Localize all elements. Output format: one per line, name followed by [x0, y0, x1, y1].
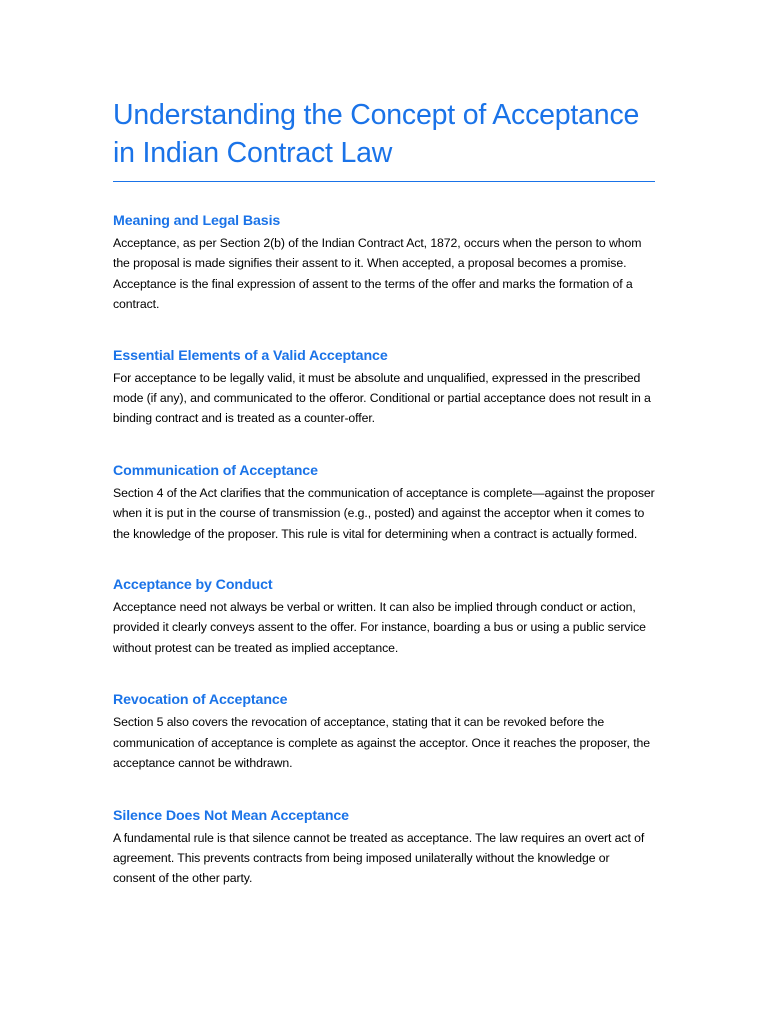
section-essential-elements — [113, 346, 655, 429]
section-silence-does-not-mean-acceptance — [113, 806, 655, 889]
section-acceptance-by-conduct — [113, 575, 655, 658]
section-heading: Meaning and Legal Basis — [113, 213, 281, 229]
section-heading: Communication of Acceptance — [113, 462, 318, 479]
document-page — [113, 96, 655, 889]
section-heading: Acceptance by Conduct — [113, 577, 273, 594]
section-heading: Revocation of Acceptance — [113, 692, 288, 709]
section-revocation-of-acceptance — [113, 690, 655, 773]
section-meaning-and-legal-basis — [113, 211, 655, 315]
section-body: Section 4 of the Act clarifies that the communication of acceptance is complete—against the proposer when it is put in the course of transmission (e.g., posted) and against the acceptor when it comes to the knowledge of the proposer. This rule is vital for determining when a contract is actually formed. — [113, 485, 655, 541]
section-body: Acceptance, as per Section 2(b) of the Indian Contract Act, 1872, occurs when the person to whom the proposal is made signifies their assent to it. When accepted, a proposal becomes a promise. Acceptance is the final expression of assent to the terms of the offer and marks the formation of a contract. — [113, 236, 642, 312]
section-body: A fundamental rule is that silence cannot be treated as acceptance. The law requires an overt act of agreement. This prevents contracts from being imposed unilaterally without the knowledge or consent of the other party. — [113, 830, 645, 886]
section-heading: Silence Does Not Mean Acceptance — [113, 807, 349, 824]
document-title: Understanding the Concept of Acceptance in Indian Contract Law — [113, 96, 655, 182]
section-heading: Essential Elements of a Valid Acceptance — [113, 347, 388, 364]
section-communication-of-acceptance — [113, 461, 655, 544]
section-body: Section 5 also covers the revocation of acceptance, stating that it can be revoked before the communication of acceptance is complete as against the acceptor. Once it reaches the proposer, the acceptance cannot be withdrawn. — [113, 715, 651, 771]
section-body: For acceptance to be legally valid, it must be absolute and unqualified, expressed in the prescribed mode (if any), and communicated to the offeror. Conditional or partial acceptance does not result in a binding contract and is treated as a counter-offer. — [113, 370, 651, 426]
section-body: Acceptance need not always be verbal or written. It can also be implied through conduct or action, provided it clearly conveys assent to the offer. For instance, boarding a bus or using a public service without protest can be treated as implied acceptance. — [113, 600, 646, 655]
